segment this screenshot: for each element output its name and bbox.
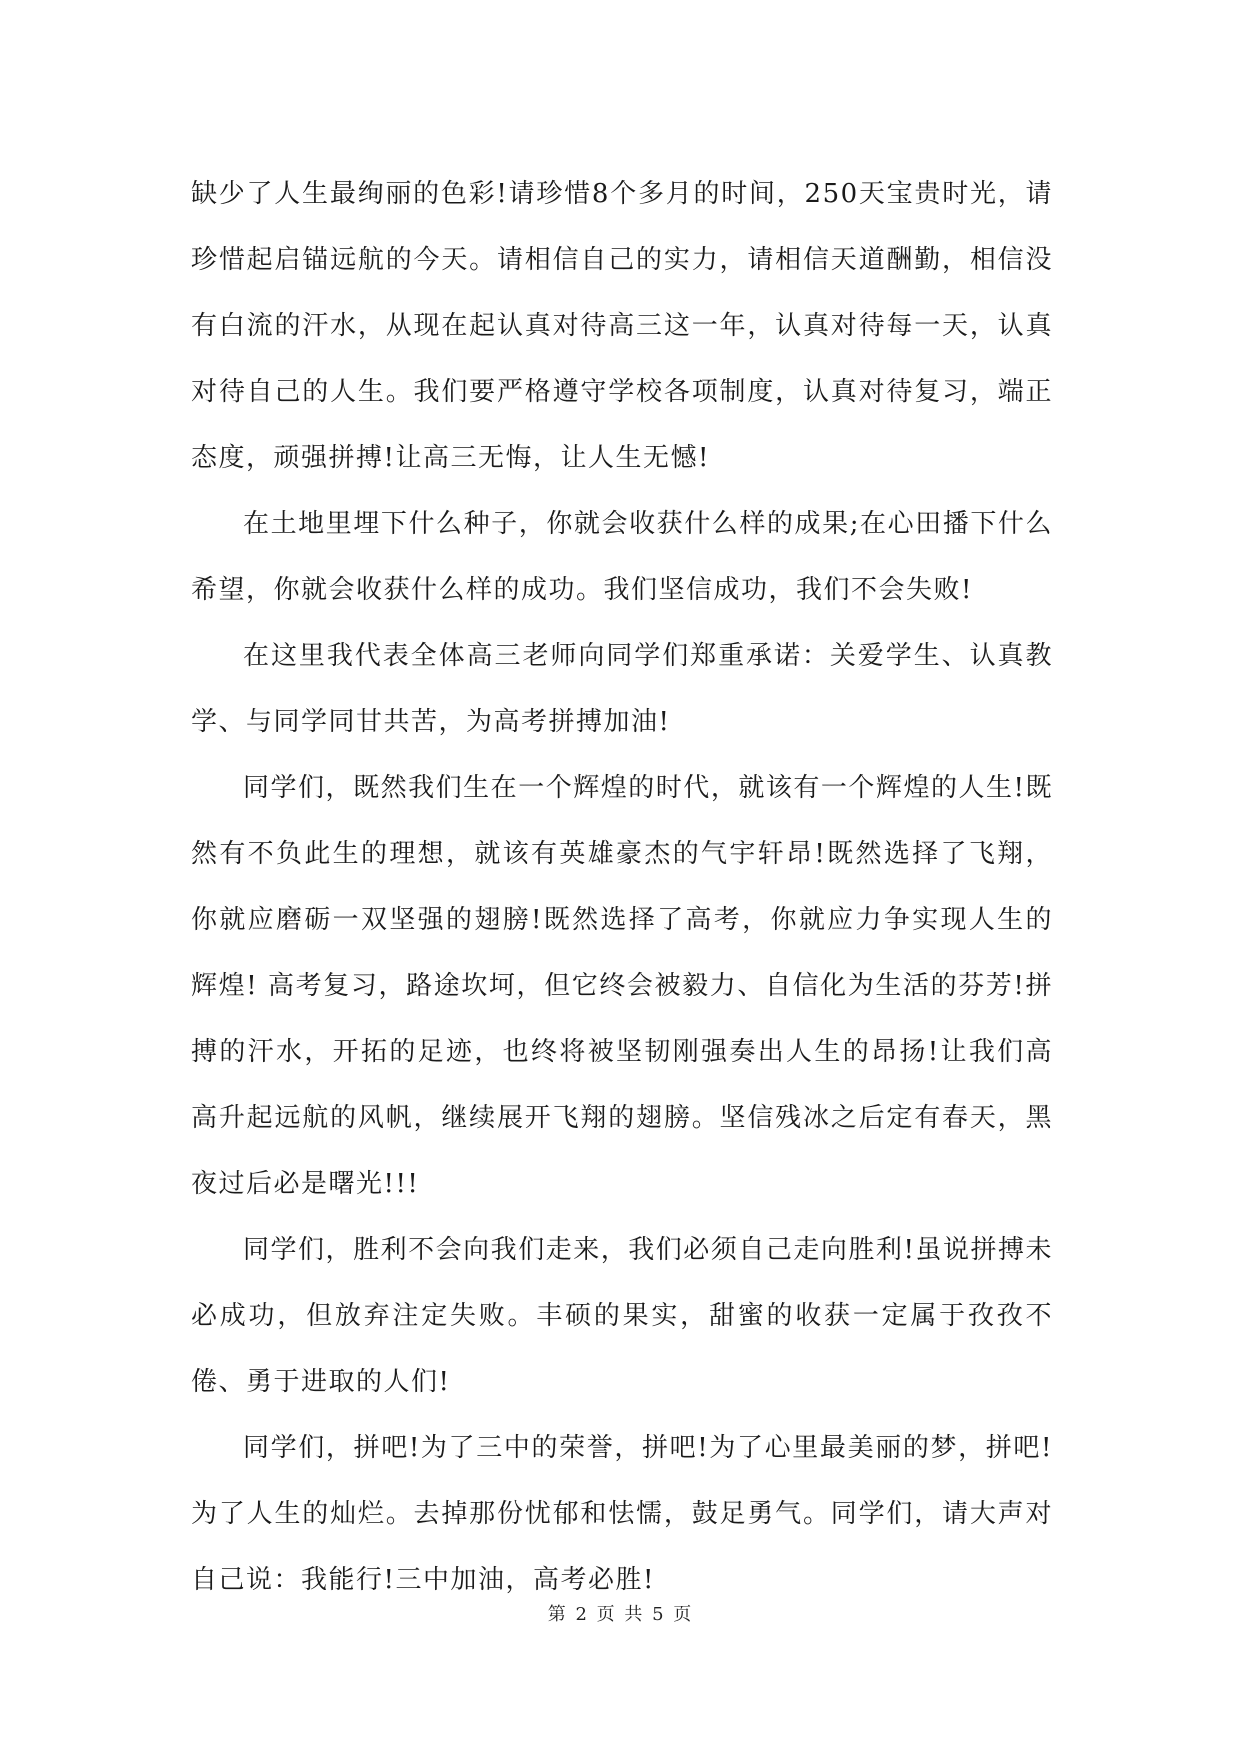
page-number-footer: 第 2 页 共 5 页 [547, 1604, 694, 1625]
paragraph: 同学们，既然我们生在一个辉煌的时代，就该有一个辉煌的人生!既然有不负此生的理想，就该有英雄豪杰的气宇轩昂!既然选择了飞翔，你就应磨砺一双坚强的翅膀!既然选择了高考，你就应力争实现人生的辉煌! 高考复习，路途坎坷，但它终会被毅力、自信化为生活的芬芳!拼搏的汗水，开拓的足迹，也终将被坚韧刚强奏出人生的昂扬!让我们高高升起远航的风帆，继续展开飞翔的翅膀。坚信残冰之后定有春天，黑夜过后必是曙光!!! [191, 773, 1053, 1199]
paragraph: 在这里我代表全体高三老师向同学们郑重承诺：关爱学生、认真教学、与同学同甘共苦，为高考拼搏加油! [191, 641, 1053, 737]
document-body [191, 161, 1053, 1613]
paragraph: 同学们，胜利不会向我们走来，我们必须自己走向胜利!虽说拼搏未必成功，但放弃注定失败。丰硕的果实，甜蜜的收获一定属于孜孜不倦、勇于进取的人们! [191, 1235, 1053, 1397]
paragraph: 在土地里埋下什么种子，你就会收获什么样的成果;在心田播下什么希望，你就会收获什么样的成功。我们坚信成功，我们不会失败! [191, 509, 1053, 605]
paragraph-continued: 缺少了人生最绚丽的色彩!请珍惜8个多月的时间，250天宝贵时光，请珍惜起启锚远航的今天。请相信自己的实力，请相信天道酬勤，相信没有白流的汗水，从现在起认真对待高三这一年，认真对待每一天，认真对待自己的人生。我们要严格遵守学校各项制度，认真对待复习，端正态度，顽强拼搏!让高三无悔，让人生无憾! [191, 179, 1053, 473]
paragraph: 同学们，拼吧!为了三中的荣誉，拼吧!为了心里最美丽的梦，拼吧!为了人生的灿烂。去掉那份忧郁和怯懦，鼓足勇气。同学们，请大声对自己说：我能行!三中加油，高考必胜! [191, 1433, 1053, 1595]
